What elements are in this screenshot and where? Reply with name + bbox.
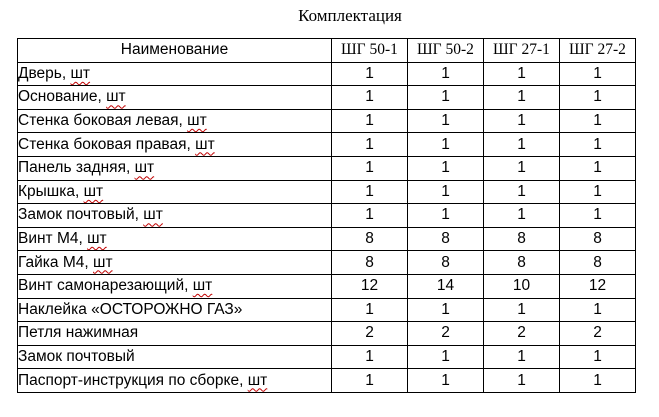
- item-name-cell: [18, 62, 332, 86]
- item-unit: шт: [134, 159, 155, 177]
- quantity-cell: 1: [560, 62, 636, 86]
- quantity-cell: 1: [332, 156, 408, 180]
- quantity-cell: 1: [484, 180, 560, 204]
- table-row: [18, 345, 636, 369]
- quantity-cell: 1: [560, 180, 636, 204]
- item-name: Основание,: [18, 88, 102, 106]
- table-row: [18, 251, 636, 275]
- item-name-cell: [18, 322, 332, 346]
- quantity-cell: 1: [332, 62, 408, 86]
- item-name: Крышка,: [18, 182, 80, 200]
- quantity-cell: 1: [332, 109, 408, 133]
- quantity-cell: 12: [560, 274, 636, 298]
- table-row: [18, 298, 636, 322]
- item-name-cell: [18, 86, 332, 110]
- quantity-cell: 12: [332, 274, 408, 298]
- item-name: Панель задняя,: [18, 159, 131, 177]
- quantity-cell: 1: [408, 204, 484, 228]
- header-shg-27-2: ШГ 27-2: [560, 39, 636, 63]
- quantity-cell: 2: [332, 322, 408, 346]
- quantity-cell: 1: [332, 298, 408, 322]
- quantity-cell: 1: [560, 109, 636, 133]
- table-row: [18, 204, 636, 228]
- item-name-cell: [18, 156, 332, 180]
- quantity-cell: 1: [560, 156, 636, 180]
- item-unit: шт: [93, 253, 113, 271]
- item-name-cell: [18, 369, 332, 393]
- quantity-cell: 1: [484, 204, 560, 228]
- table-row: [18, 274, 636, 298]
- quantity-cell: 1: [408, 62, 484, 86]
- item-name-cell: [18, 133, 332, 157]
- item-name: Петля нажимная: [18, 324, 139, 342]
- item-name: Замок почтовый,: [18, 206, 139, 224]
- quantity-cell: 1: [408, 156, 484, 180]
- quantity-cell: 1: [484, 109, 560, 133]
- quantity-cell: 1: [408, 86, 484, 110]
- quantity-cell: 1: [408, 180, 484, 204]
- quantity-cell: 1: [332, 345, 408, 369]
- quantity-cell: 1: [484, 62, 560, 86]
- item-unit: шт: [192, 277, 213, 295]
- item-name-cell: [18, 251, 332, 275]
- quantity-cell: 8: [332, 227, 408, 251]
- quantity-cell: 8: [332, 251, 408, 275]
- table-row: [18, 180, 636, 204]
- quantity-cell: 1: [560, 204, 636, 228]
- table-body: [18, 62, 636, 392]
- header-shg-50-2: ШГ 50-2: [408, 39, 484, 63]
- quantity-cell: 8: [560, 227, 636, 251]
- quantity-cell: 1: [408, 298, 484, 322]
- item-unit: шт: [143, 206, 163, 224]
- header-shg-27-1: ШГ 27-1: [484, 39, 560, 63]
- quantity-cell: 1: [484, 298, 560, 322]
- quantity-cell: 1: [560, 86, 636, 110]
- item-name: Стенка боковая правая,: [18, 135, 191, 153]
- item-name-cell: [18, 180, 332, 204]
- components-table: [17, 38, 636, 393]
- quantity-cell: 1: [332, 369, 408, 393]
- item-name-cell: [18, 204, 332, 228]
- quantity-cell: 2: [484, 322, 560, 346]
- quantity-cell: 10: [484, 274, 560, 298]
- item-name-cell: [18, 227, 332, 251]
- quantity-cell: 8: [484, 227, 560, 251]
- item-name-cell: [18, 345, 332, 369]
- quantity-cell: 1: [484, 133, 560, 157]
- quantity-cell: 2: [560, 322, 636, 346]
- table-row: [18, 369, 636, 393]
- item-name: Винт самонарезающий,: [18, 277, 189, 295]
- quantity-cell: 8: [408, 251, 484, 275]
- quantity-cell: 1: [408, 345, 484, 369]
- quantity-cell: 1: [408, 109, 484, 133]
- quantity-cell: 1: [560, 369, 636, 393]
- quantity-cell: 1: [332, 180, 408, 204]
- table-row: [18, 156, 636, 180]
- header-name: Наименование: [18, 39, 332, 63]
- quantity-cell: 1: [484, 86, 560, 110]
- quantity-cell: 14: [408, 274, 484, 298]
- table-row: [18, 227, 636, 251]
- item-unit: шт: [70, 64, 91, 82]
- quantity-cell: 1: [408, 369, 484, 393]
- item-name: Замок почтовый: [18, 348, 135, 366]
- quantity-cell: 8: [408, 227, 484, 251]
- quantity-cell: 1: [560, 298, 636, 322]
- item-unit: шт: [187, 112, 207, 130]
- table-row: [18, 109, 636, 133]
- item-name-cell: [18, 274, 332, 298]
- item-name: Стенка боковая левая,: [18, 112, 183, 130]
- quantity-cell: 1: [484, 369, 560, 393]
- item-name-cell: [18, 109, 332, 133]
- item-name: Наклейка «ОСТОРОЖНО ГАЗ»: [18, 300, 243, 318]
- quantity-cell: 1: [408, 133, 484, 157]
- table-header-row: [18, 39, 636, 63]
- header-shg-50-1: ШГ 50-1: [332, 39, 408, 63]
- quantity-cell: 2: [408, 322, 484, 346]
- item-unit: шт: [247, 371, 268, 389]
- quantity-cell: 1: [560, 345, 636, 369]
- item-name: Гайка М4,: [18, 253, 89, 271]
- item-unit: шт: [83, 182, 104, 200]
- table-row: [18, 133, 636, 157]
- quantity-cell: 1: [332, 133, 408, 157]
- page-title: Комплектация: [298, 6, 402, 25]
- quantity-cell: 1: [560, 133, 636, 157]
- item-unit: шт: [195, 135, 215, 153]
- quantity-cell: 8: [484, 251, 560, 275]
- quantity-cell: 1: [332, 204, 408, 228]
- quantity-cell: 8: [560, 251, 636, 275]
- quantity-cell: 1: [484, 345, 560, 369]
- item-unit: шт: [106, 88, 126, 106]
- table-row: [18, 62, 636, 86]
- quantity-cell: 1: [484, 156, 560, 180]
- table-row: [18, 86, 636, 110]
- item-name-cell: [18, 298, 332, 322]
- item-name: Дверь,: [18, 64, 67, 82]
- item-name: Винт М4,: [18, 230, 83, 248]
- quantity-cell: 1: [332, 86, 408, 110]
- item-unit: шт: [87, 230, 107, 248]
- table-row: [18, 322, 636, 346]
- item-name: Паспорт-инструкция по сборке,: [18, 371, 244, 389]
